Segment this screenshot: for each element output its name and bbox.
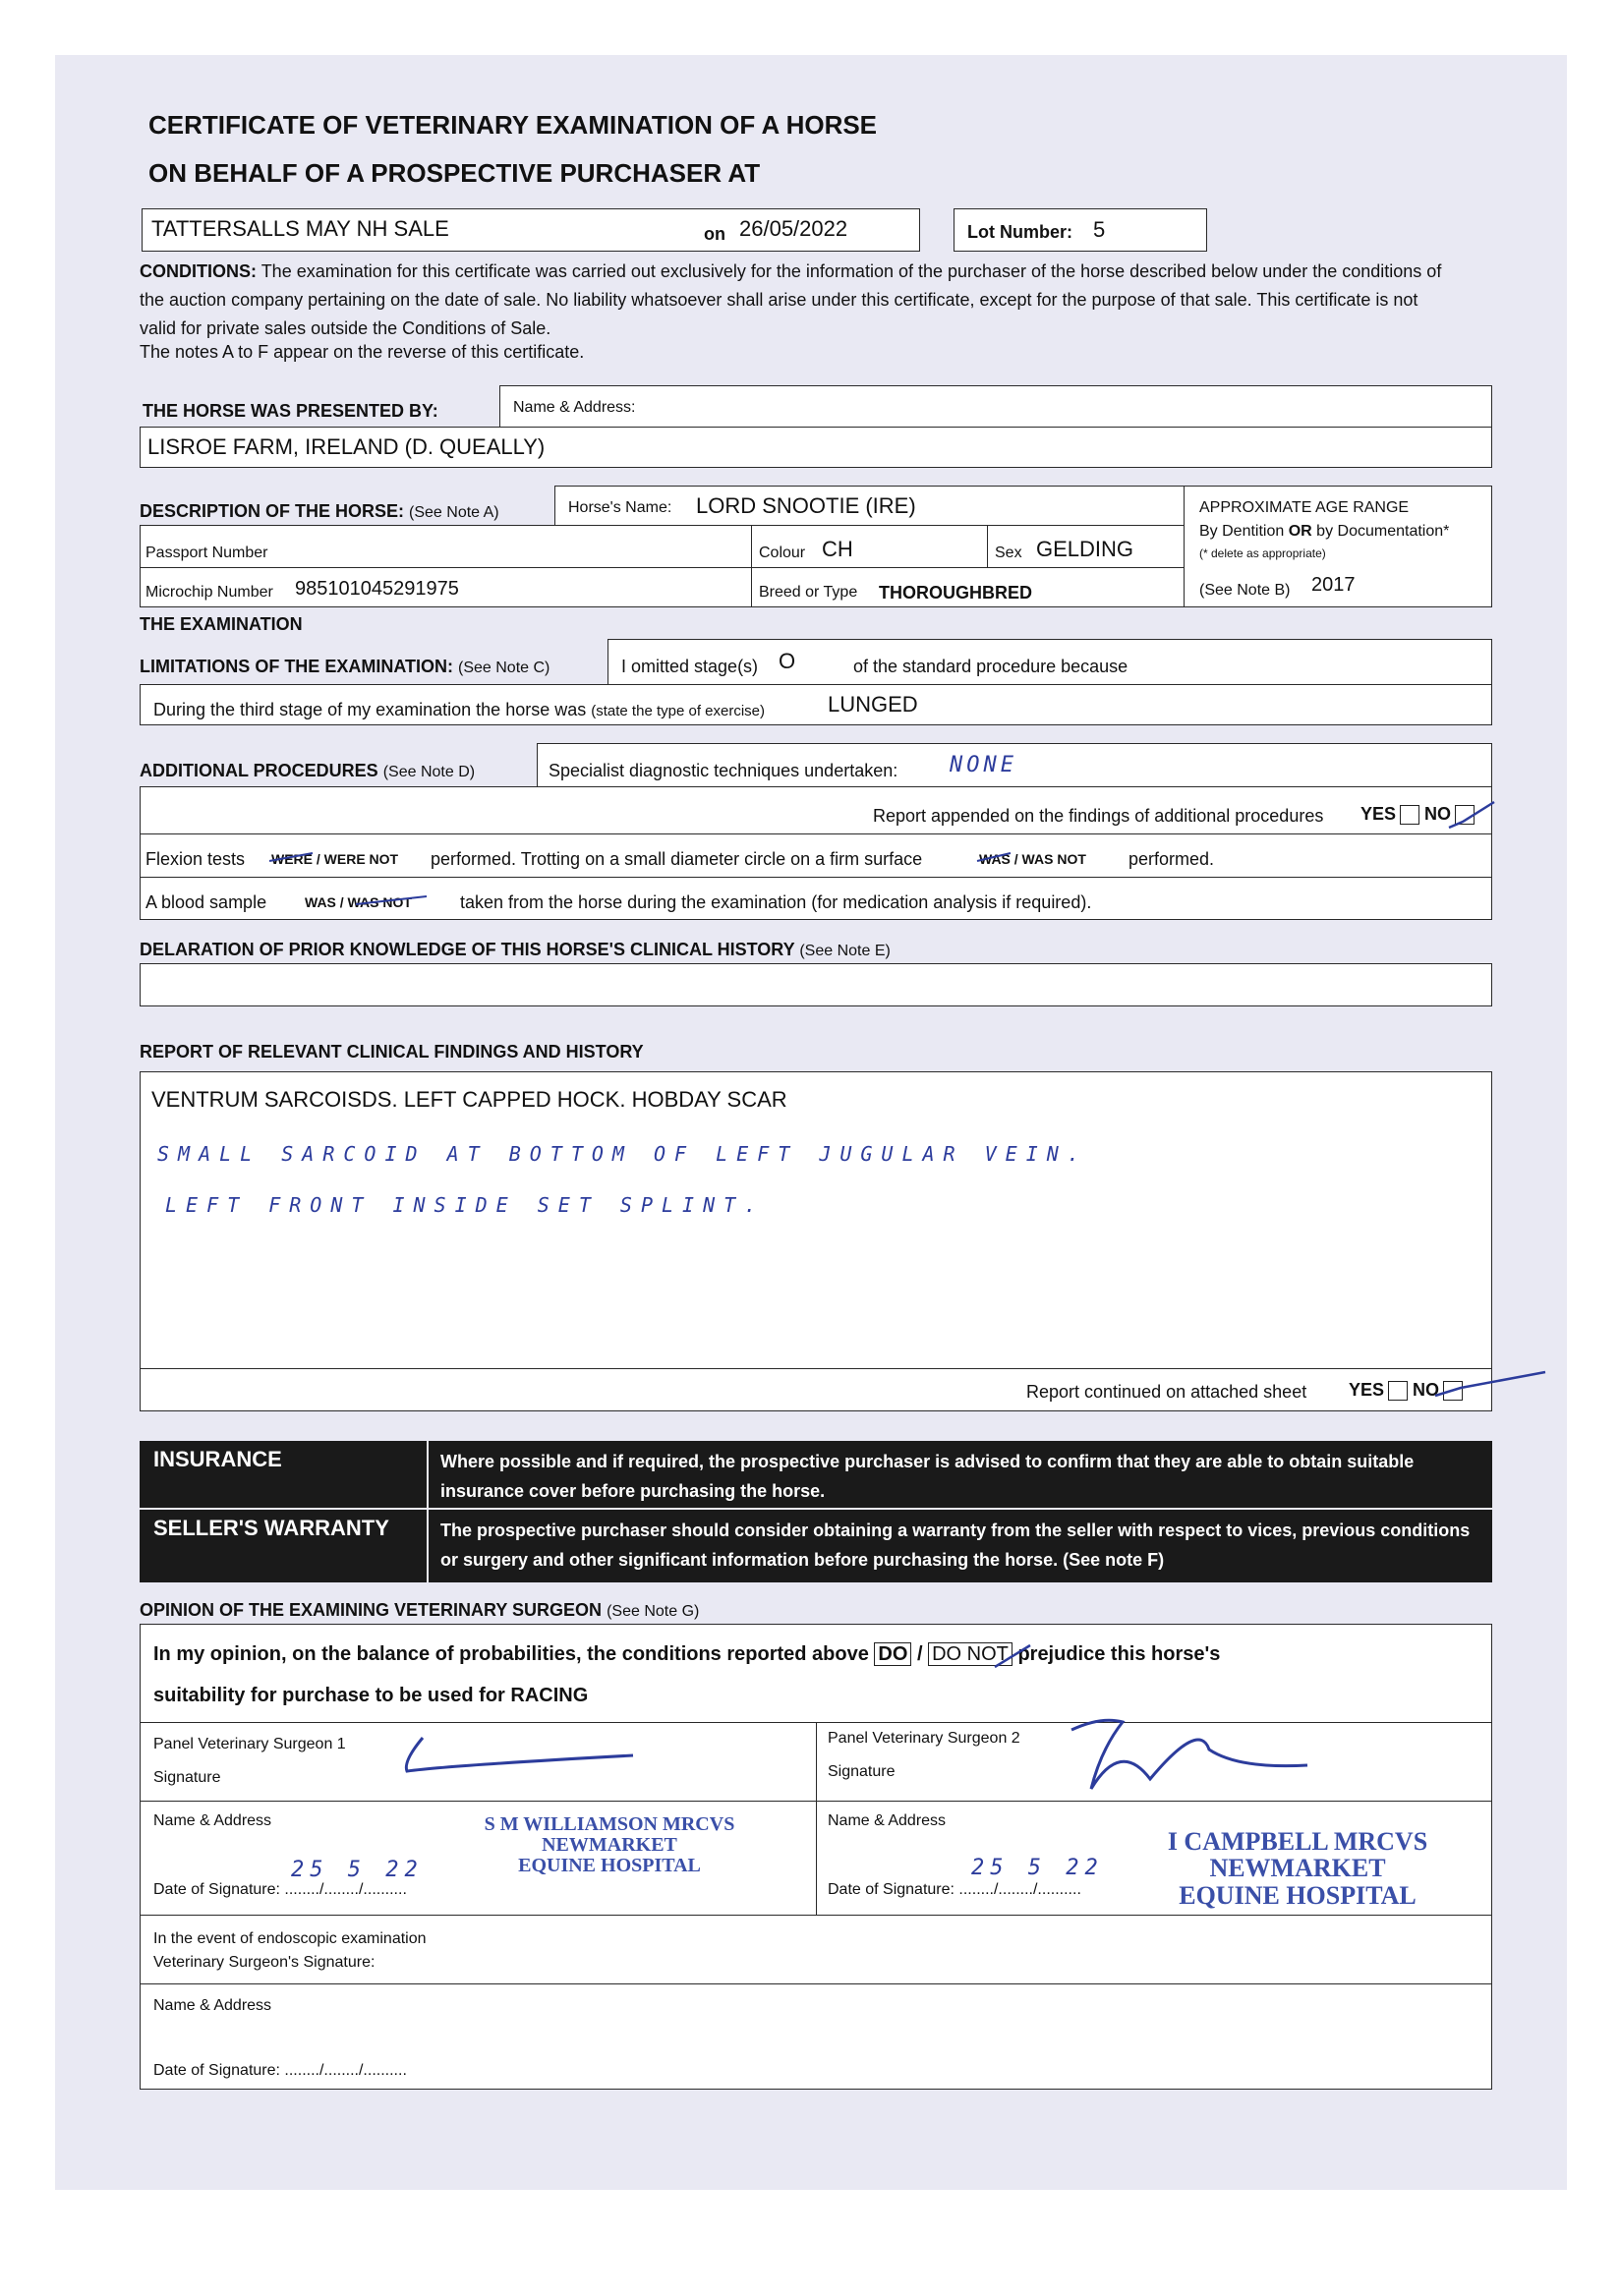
colour-label: Colour — [759, 545, 806, 561]
surgeon2-stamp-line-1: I CAMPBELL MRCVS — [1167, 1827, 1428, 1856]
horse-name-label: Horse's Name: — [568, 499, 672, 516]
opinion-note: (See Note G) — [607, 1603, 700, 1620]
sale-date: 26/05/2022 — [739, 216, 848, 241]
age-method-1: By Dentition — [1199, 523, 1285, 540]
strike-mark-icon — [354, 890, 431, 910]
surgeon1-stamp-line-1: S M WILLIAMSON MRCVS — [484, 1813, 735, 1835]
specialist-label: Specialist diagnostic techniques undertaken: — [549, 761, 898, 780]
surgeon1-name-label: Name & Address — [153, 1812, 272, 1829]
opinion-label — [140, 1600, 699, 1621]
warranty-text: The prospective purchaser should consider obtaining a warranty from the seller with respect to vices, previous conditions or surgery and other significant information before purchasing the horse. (See note F) — [440, 1521, 1471, 1570]
divider — [427, 1441, 429, 1582]
specialist-value: NONE — [950, 753, 1017, 777]
description-label — [140, 501, 499, 522]
report-appended-yes: YES — [1360, 804, 1397, 824]
breed-label: Breed or Type — [759, 584, 858, 601]
divider — [140, 833, 1492, 834]
blood-choice: WAS / WAS NOT — [305, 894, 412, 910]
flexion-choice: WERE / WERE NOT — [271, 851, 399, 867]
presented-value: LISROE FARM, IRELAND (D. QUEALLY) — [147, 434, 546, 459]
opinion-heading: OPINION OF THE EXAMINING VETERINARY SURGEON — [140, 1600, 603, 1620]
conditions-notes: The notes A to F appear on the reverse of this certificate. — [140, 342, 585, 362]
divider — [140, 1915, 1492, 1916]
surgeon2-signature-label: Signature — [828, 1763, 896, 1780]
conditions-text — [140, 258, 1457, 343]
microchip-label: Microchip Number — [145, 584, 273, 601]
divider — [140, 1368, 1492, 1369]
surgeon2-name-label: Name & Address — [828, 1812, 947, 1829]
surgeon1-signature — [393, 1732, 649, 1781]
strike-mark-icon — [975, 847, 1014, 867]
additional-label — [140, 761, 475, 781]
third-stage-text: During the third stage of my examination the horse was — [153, 700, 587, 719]
surgeon1-date-label: Date of Signature: ......../......../.......... — [153, 1881, 407, 1898]
omitted-suffix: of the standard procedure because — [853, 657, 1128, 676]
opinion-do-not[interactable]: DO NOT — [928, 1642, 1012, 1666]
omitted-label: I omitted stage(s) — [621, 657, 759, 676]
divider — [140, 1508, 1492, 1510]
surgeon1-panel-label: Panel Veterinary Surgeon 1 — [153, 1736, 346, 1752]
breed-value: THOROUGHBRED — [879, 583, 1032, 603]
flexion-label: Flexion tests — [145, 849, 246, 869]
yes-checkbox[interactable] — [1400, 805, 1419, 825]
report-box[interactable] — [140, 1071, 1492, 1411]
sale-name: TATTERSALLS MAY NH SALE — [151, 216, 449, 241]
opinion-slash: / — [916, 1643, 923, 1665]
description-note: (See Note A) — [409, 504, 499, 521]
trotting-suffix: performed. — [1128, 849, 1215, 869]
third-stage-label — [153, 700, 765, 720]
insurance-text: Where possible and if required, the prospective purchaser is advised to confirm that they are able to obtain suitable insurance cover before purchasing the horse. — [440, 1452, 1415, 1501]
horse-name: LORD SNOOTIE (IRE) — [696, 493, 916, 518]
flexion-suffix: performed. Trotting on a small diameter circle on a firm surface — [431, 849, 923, 869]
surgeon2-stamp-line-2: NEWMARKET — [1209, 1854, 1386, 1883]
blood-suffix: taken from the horse during the examination (for medication analysis if required). — [460, 892, 1092, 912]
declaration-box[interactable] — [140, 963, 1492, 1006]
limitations-note: (See Note C) — [458, 660, 550, 676]
sex-value: GELDING — [1036, 537, 1134, 561]
trotting-choice: WAS / WAS NOT — [979, 851, 1086, 867]
report-continued-no: NO — [1413, 1380, 1440, 1400]
report-hand-line-2: LEFT FRONT INSIDE SET SPLINT. — [165, 1193, 766, 1217]
opinion-text-c: suitability for purchase to be used for RACING — [153, 1685, 589, 1706]
report-appended-label: Report appended on the findings of additional procedures — [873, 806, 1324, 826]
age-value: 2017 — [1311, 574, 1356, 596]
limitations-heading: LIMITATIONS OF THE EXAMINATION: — [140, 657, 453, 676]
strike-mark-icon — [991, 1639, 1036, 1675]
additional-note: (See Note D) — [382, 764, 476, 780]
sex-label: Sex — [995, 545, 1022, 561]
surgeon2-panel-label: Panel Veterinary Surgeon 2 — [828, 1730, 1020, 1747]
opinion-text-a: In my opinion, on the balance of probabilities, the conditions reported above — [153, 1643, 869, 1665]
surgeon1-signature-label: Signature — [153, 1769, 221, 1786]
warranty-label: SELLER'S WARRANTY — [153, 1516, 389, 1540]
report-continued-label: Report continued on attached sheet — [1026, 1382, 1307, 1402]
conditions-label: CONDITIONS: — [140, 261, 257, 281]
tick-mark-icon — [1445, 798, 1500, 833]
surgeon2-stamp — [1140, 1828, 1455, 1909]
surgeon1-stamp-line-2: NEWMARKET — [542, 1834, 677, 1856]
report-appended-no: NO — [1424, 804, 1452, 824]
age-delete-note: (* delete as appropriate) — [1199, 546, 1326, 560]
age-method — [1199, 523, 1449, 541]
third-stage-value: LUNGED — [828, 692, 918, 717]
opinion-do[interactable]: DO — [874, 1642, 911, 1666]
endoscopic-name-label: Name & Address — [153, 1997, 272, 2014]
opinion-text-b: prejudice this horse's — [1017, 1643, 1221, 1665]
tick-mark-icon — [1431, 1366, 1549, 1406]
lot-number: 5 — [1093, 217, 1106, 242]
endoscopic-date-label: Date of Signature: ......../......../.......... — [153, 2062, 407, 2079]
yes-checkbox[interactable] — [1388, 1381, 1408, 1401]
endoscopic-line-1: In the event of endoscopic examination — [153, 1930, 427, 1947]
surgeon2-stamp-line-3: EQUINE HOSPITAL — [1179, 1880, 1417, 1910]
surgeon2-date-value: 25 5 22 — [971, 1856, 1104, 1880]
microchip-value: 985101045291975 — [295, 578, 459, 600]
report-typed: VENTRUM SARCOISDS. LEFT CAPPED HOCK. HOBDAY SCAR — [151, 1087, 787, 1112]
description-heading: DESCRIPTION OF THE HORSE: — [140, 501, 405, 521]
age-heading: APPROXIMATE AGE RANGE — [1199, 499, 1410, 516]
age-method-2: by Documentation* — [1316, 523, 1450, 540]
omitted-value: O — [779, 649, 796, 673]
presented-name-label: Name & Address: — [513, 399, 636, 416]
report-hand-line-1: SMALL SARCOID AT BOTTOM OF LEFT JUGULAR VEIN. — [157, 1142, 1088, 1166]
strike-mark-icon — [267, 847, 317, 867]
age-method-or: OR — [1288, 523, 1312, 540]
divider — [816, 1722, 817, 1915]
divider — [751, 525, 752, 607]
conditions-body: The examination for this certificate was carried out exclusively for the information of the purchaser of the horse described below under the conditions of the auction company pertaining on the date of sale. No liability whatsoever shall arise under this certificate, except for the purpose of that sale. This certificate is not valid for private sales outside the Conditions of Sale. — [140, 261, 1442, 338]
surgeon2-date-label: Date of Signature: ......../......../.......... — [828, 1881, 1081, 1898]
presented-label: THE HORSE WAS PRESENTED BY: — [143, 401, 438, 421]
title-line-1: CERTIFICATE OF VETERINARY EXAMINATION OF A HORSE — [148, 110, 878, 140]
endoscopic-line-2: Veterinary Surgeon's Signature: — [153, 1954, 376, 1971]
additional-heading: ADDITIONAL PROCEDURES — [140, 761, 378, 780]
surgeon1-stamp — [462, 1814, 757, 1876]
age-note: (See Note B) — [1199, 582, 1291, 599]
surgeon1-date-value: 25 5 22 — [291, 1858, 424, 1882]
limitations-label — [140, 657, 550, 677]
surgeon2-signature — [1062, 1710, 1327, 1799]
lot-number-label: Lot Number: — [967, 222, 1072, 242]
divider — [140, 877, 1492, 878]
divider — [140, 1983, 1492, 1984]
declaration-label — [140, 940, 891, 960]
surgeon1-stamp-line-3: EQUINE HOSPITAL — [518, 1855, 701, 1876]
divider — [987, 525, 988, 568]
presented-name-box[interactable] — [499, 385, 1492, 429]
report-continued-yes: YES — [1349, 1380, 1385, 1400]
passport-label: Passport Number — [145, 545, 268, 561]
third-stage-note: (state the type of exercise) — [591, 703, 765, 719]
divider — [140, 567, 1186, 568]
title-line-2: ON BEHALF OF A PROSPECTIVE PURCHASER AT — [148, 158, 761, 188]
blood-label: A blood sample — [145, 892, 267, 912]
examination-label: THE EXAMINATION — [140, 614, 303, 634]
declaration-heading: DELARATION OF PRIOR KNOWLEDGE OF THIS HORSE'S CLINICAL HISTORY — [140, 940, 795, 959]
sale-on-label: on — [704, 224, 725, 244]
declaration-note: (See Note E) — [799, 943, 891, 959]
report-label: REPORT OF RELEVANT CLINICAL FINDINGS AND HISTORY — [140, 1042, 644, 1062]
insurance-label: INSURANCE — [153, 1447, 282, 1471]
opinion-text — [153, 1643, 1220, 1666]
colour-value: CH — [822, 537, 853, 561]
